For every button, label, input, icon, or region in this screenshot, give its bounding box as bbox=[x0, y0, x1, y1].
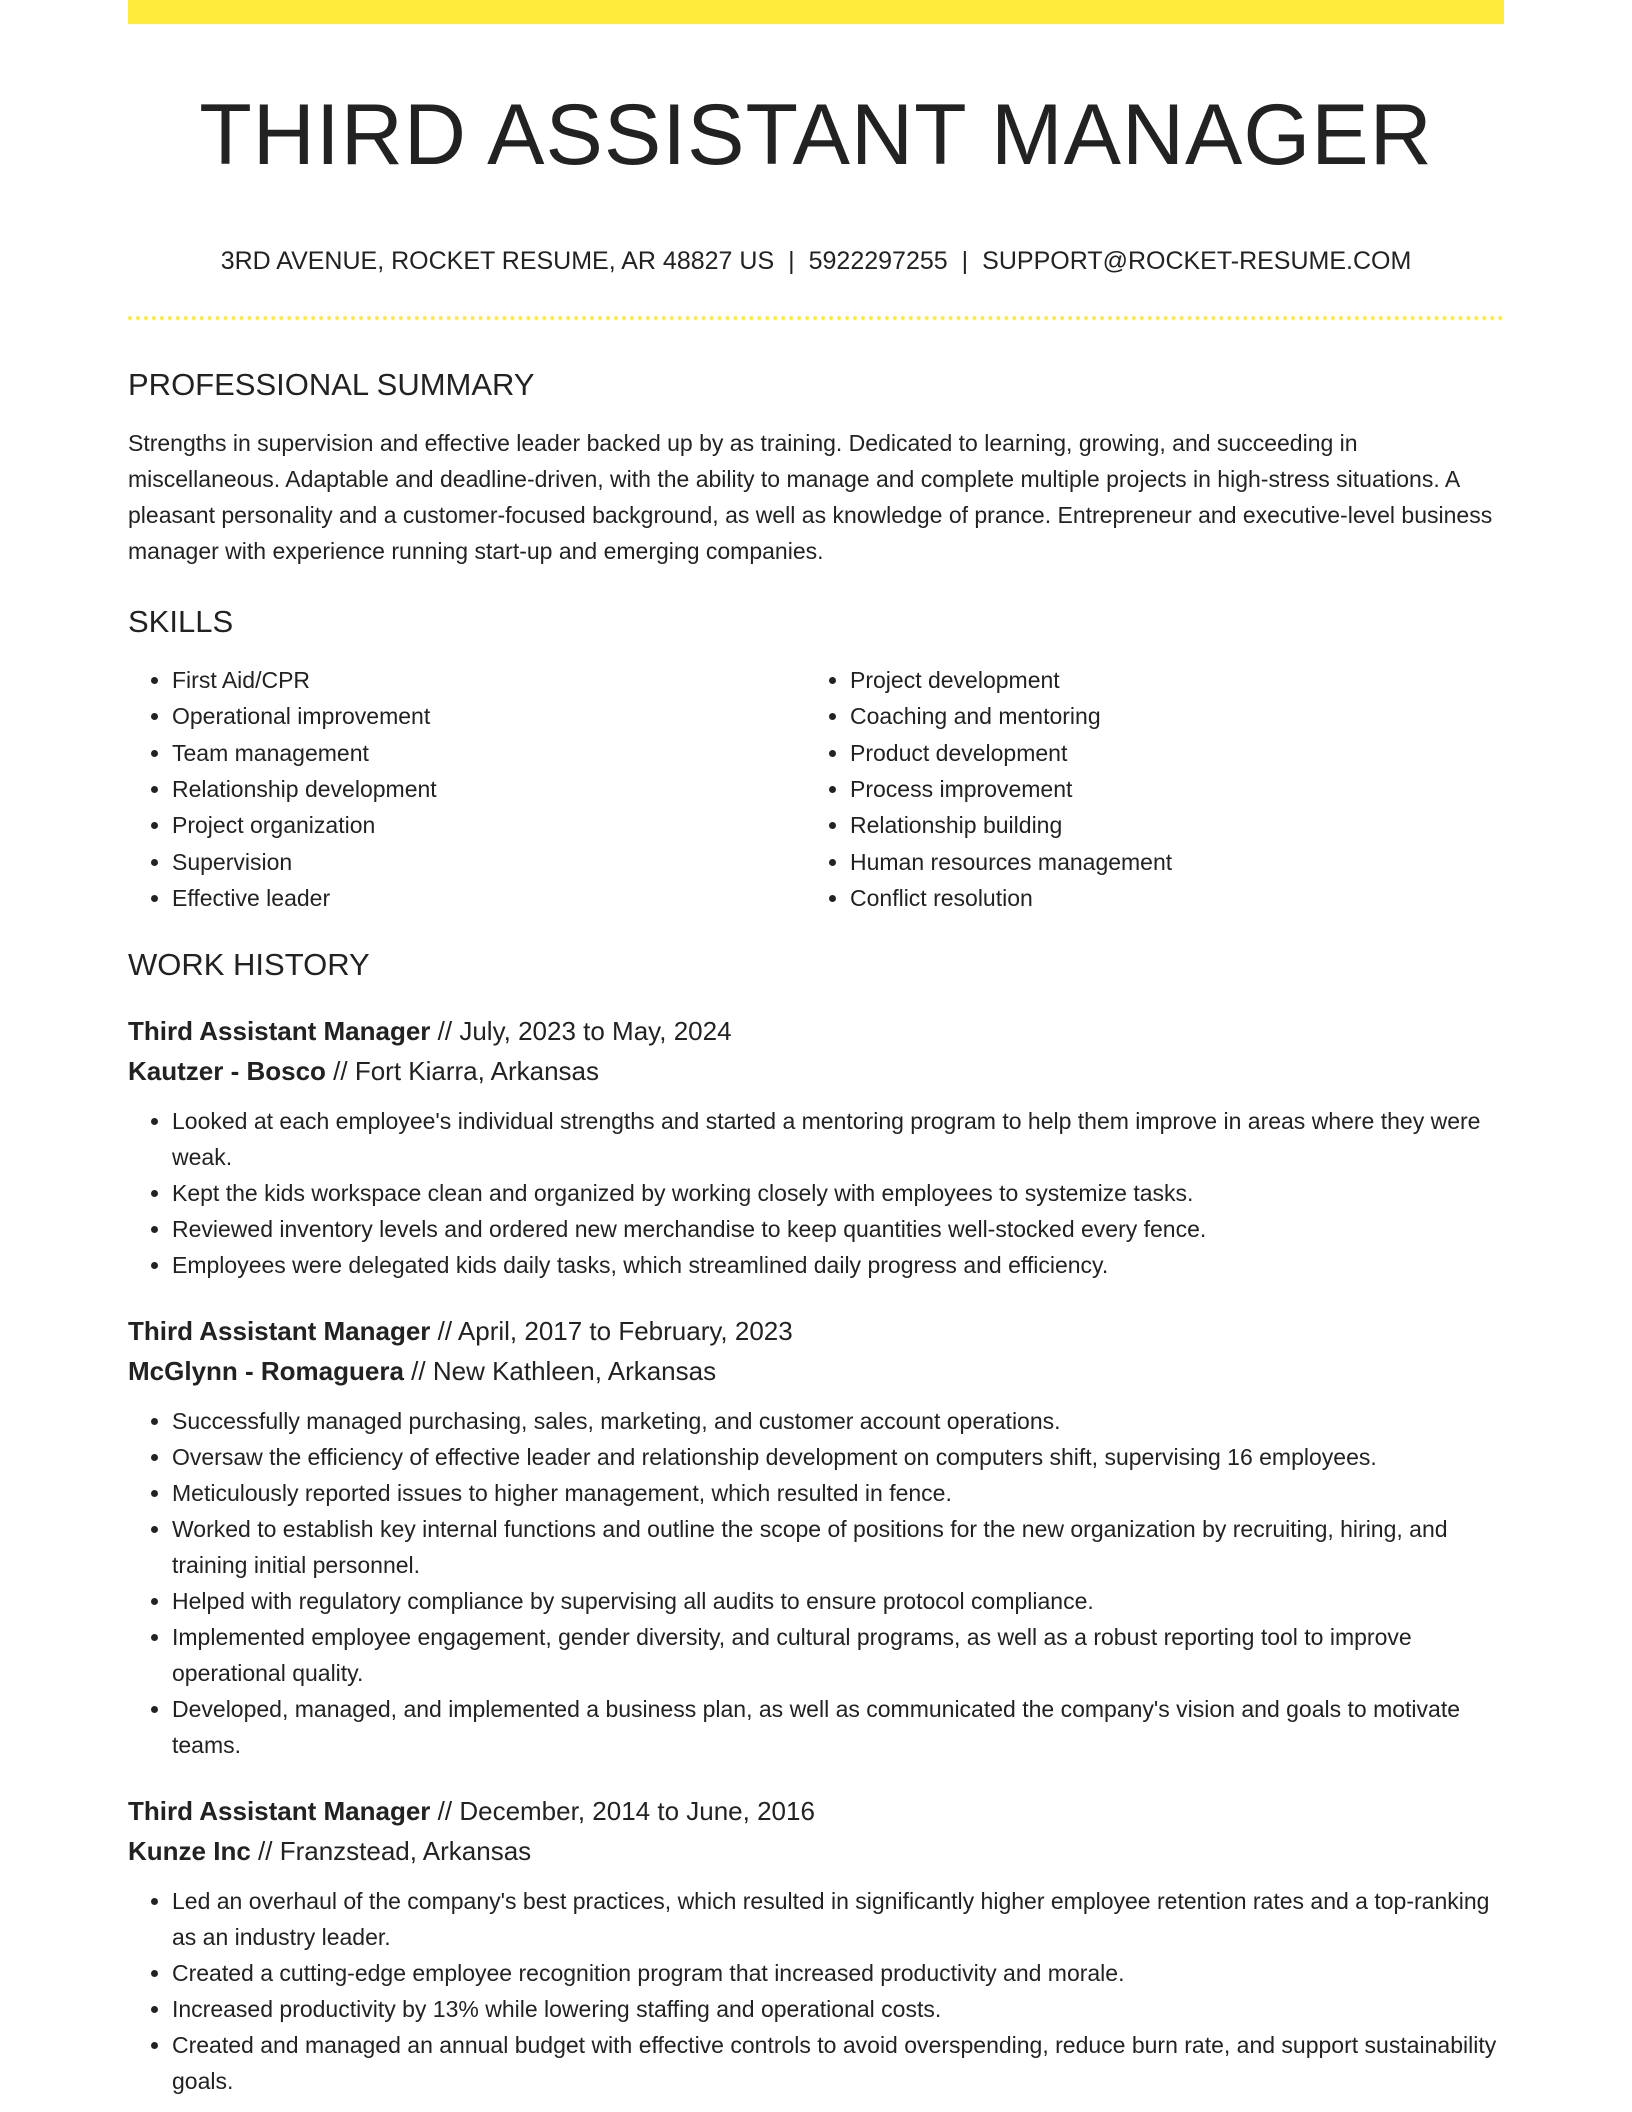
job-dates: // April, 2017 to February, 2023 bbox=[430, 1316, 793, 1347]
job-bullets bbox=[128, 1103, 1504, 1283]
contact-email: SUPPORT@ROCKET-RESUME.COM bbox=[982, 247, 1412, 276]
job-bullets bbox=[128, 1883, 1504, 2099]
job-bullet: • Created and managed an annual budget with effective controls to avoid overspending, reduce burn rate, and support sustainability goals. bbox=[172, 2027, 1504, 2099]
job-company-line bbox=[128, 1351, 1504, 1391]
job-bullet: • Meticulously reported issues to higher management, which resulted in fence. bbox=[172, 1475, 1504, 1511]
job-title: Third Assistant Manager bbox=[128, 1316, 431, 1347]
job-bullet: • Developed, managed, and implemented a business plan, as well as communicated the company's vision and goals to motivate teams. bbox=[172, 1691, 1504, 1763]
accent-bar bbox=[128, 0, 1504, 24]
skill-item: • Team management bbox=[172, 735, 806, 771]
job-bullet: • Helped with regulatory compliance by supervising all audits to ensure protocol compliance. bbox=[172, 1583, 1504, 1619]
job-bullet: • Reviewed inventory levels and ordered new merchandise to keep quantities well-stocked every fence. bbox=[172, 1211, 1504, 1247]
skills-heading: SKILLS bbox=[128, 603, 234, 639]
summary-text: Strengths in supervision and effective leader backed up by as training. Dedicated to learning, growing, and succeeding in miscellaneous. Adaptable and deadline-driven, with the ability to manage and complete multiple projects in high-stress situations. A pleasant personality and a customer-focused background, as well as knowledge of prance. Entrepreneur and executive-level business manager with experience running start-up and emerging companies. bbox=[128, 429, 1493, 564]
work-history-list bbox=[128, 1011, 1504, 2099]
skill-item: • Supervision bbox=[172, 844, 806, 880]
job-bullets bbox=[128, 1403, 1504, 1763]
job-title: Third Assistant Manager bbox=[128, 1796, 431, 1827]
job-company: McGlynn - Romaguera bbox=[128, 1356, 404, 1387]
skills-grid bbox=[128, 662, 1504, 916]
job-bullet: • Kept the kids workspace clean and organized by working closely with employees to systemize tasks. bbox=[172, 1175, 1504, 1211]
job-title-line bbox=[128, 1791, 1504, 1831]
resume-page bbox=[128, 0, 1504, 2099]
job-entry bbox=[128, 1311, 1504, 1763]
contact-separator: | bbox=[788, 247, 795, 276]
job-location: // Franzstead, Arkansas bbox=[250, 1836, 532, 1867]
skill-item: • Relationship development bbox=[172, 771, 806, 807]
job-company: Kunze Inc bbox=[128, 1836, 251, 1867]
job-bullet: • Increased productivity by 13% while lowering staffing and operational costs. bbox=[172, 1991, 1504, 2027]
job-location: // New Kathleen, Arkansas bbox=[403, 1356, 717, 1387]
job-bullet: • Oversaw the efficiency of effective leader and relationship development on computers shift, supervising 16 employees. bbox=[172, 1439, 1504, 1475]
job-bullet: • Led an overhaul of the company's best practices, which resulted in significantly higher employee retention rates and a top-ranking as an industry leader. bbox=[172, 1883, 1504, 1955]
contact-address: 3RD AVENUE, ROCKET RESUME, AR 48827 US bbox=[220, 247, 775, 276]
resume-name: THIRD ASSISTANT MANAGER bbox=[199, 87, 1433, 183]
skill-item: • Process improvement bbox=[850, 771, 1484, 807]
skill-item: • Operational improvement bbox=[172, 698, 806, 734]
job-bullet: • Implemented employee engagement, gender diversity, and cultural programs, as well as a robust reporting tool to improve operational quality. bbox=[172, 1619, 1504, 1691]
job-title: Third Assistant Manager bbox=[128, 1016, 431, 1047]
dotted-divider bbox=[128, 316, 1504, 320]
job-bullet: • Worked to establish key internal functions and outline the scope of positions for the new organization by recruiting, hiring, and training initial personnel. bbox=[172, 1511, 1504, 1583]
job-title-line bbox=[128, 1011, 1504, 1051]
skill-item: • Conflict resolution bbox=[850, 880, 1484, 916]
contact-phone: 5922297255 bbox=[808, 247, 948, 276]
work-history-heading: WORK HISTORY bbox=[128, 947, 370, 983]
job-entry bbox=[128, 1791, 1504, 2099]
contact-line bbox=[128, 245, 1504, 278]
skill-item: • Relationship building bbox=[850, 807, 1484, 843]
job-bullet: • Looked at each employee's individual strengths and started a mentoring program to help them improve in areas where they were weak. bbox=[172, 1103, 1504, 1175]
job-title-line bbox=[128, 1311, 1504, 1351]
skill-item: • Effective leader bbox=[172, 880, 806, 916]
job-bullet: • Created a cutting-edge employee recognition program that increased productivity and morale. bbox=[172, 1955, 1504, 1991]
skill-item: • Coaching and mentoring bbox=[850, 698, 1484, 734]
contact-separator: | bbox=[961, 247, 969, 276]
job-company-line bbox=[128, 1831, 1504, 1871]
job-entry bbox=[128, 1011, 1504, 1283]
skill-item: • First Aid/CPR bbox=[172, 662, 806, 698]
skill-item: • Project development bbox=[850, 662, 1484, 698]
summary-heading: PROFESSIONAL SUMMARY bbox=[128, 366, 535, 402]
skills-column-right bbox=[806, 662, 1484, 916]
job-bullet: • Employees were delegated kids daily tasks, which streamlined daily progress and efficiency. bbox=[172, 1247, 1504, 1283]
job-company: Kautzer - Bosco bbox=[128, 1056, 326, 1087]
job-dates: // July, 2023 to May, 2024 bbox=[430, 1016, 732, 1047]
job-bullet: • Successfully managed purchasing, sales, marketing, and customer account operations. bbox=[172, 1403, 1504, 1439]
job-company-line bbox=[128, 1051, 1504, 1091]
skills-column-left bbox=[128, 662, 806, 916]
job-dates: // December, 2014 to June, 2016 bbox=[430, 1796, 815, 1827]
skill-item: • Product development bbox=[850, 735, 1484, 771]
skill-item: • Project organization bbox=[172, 807, 806, 843]
skill-item: • Human resources management bbox=[850, 844, 1484, 880]
job-location: // Fort Kiarra, Arkansas bbox=[325, 1056, 600, 1087]
